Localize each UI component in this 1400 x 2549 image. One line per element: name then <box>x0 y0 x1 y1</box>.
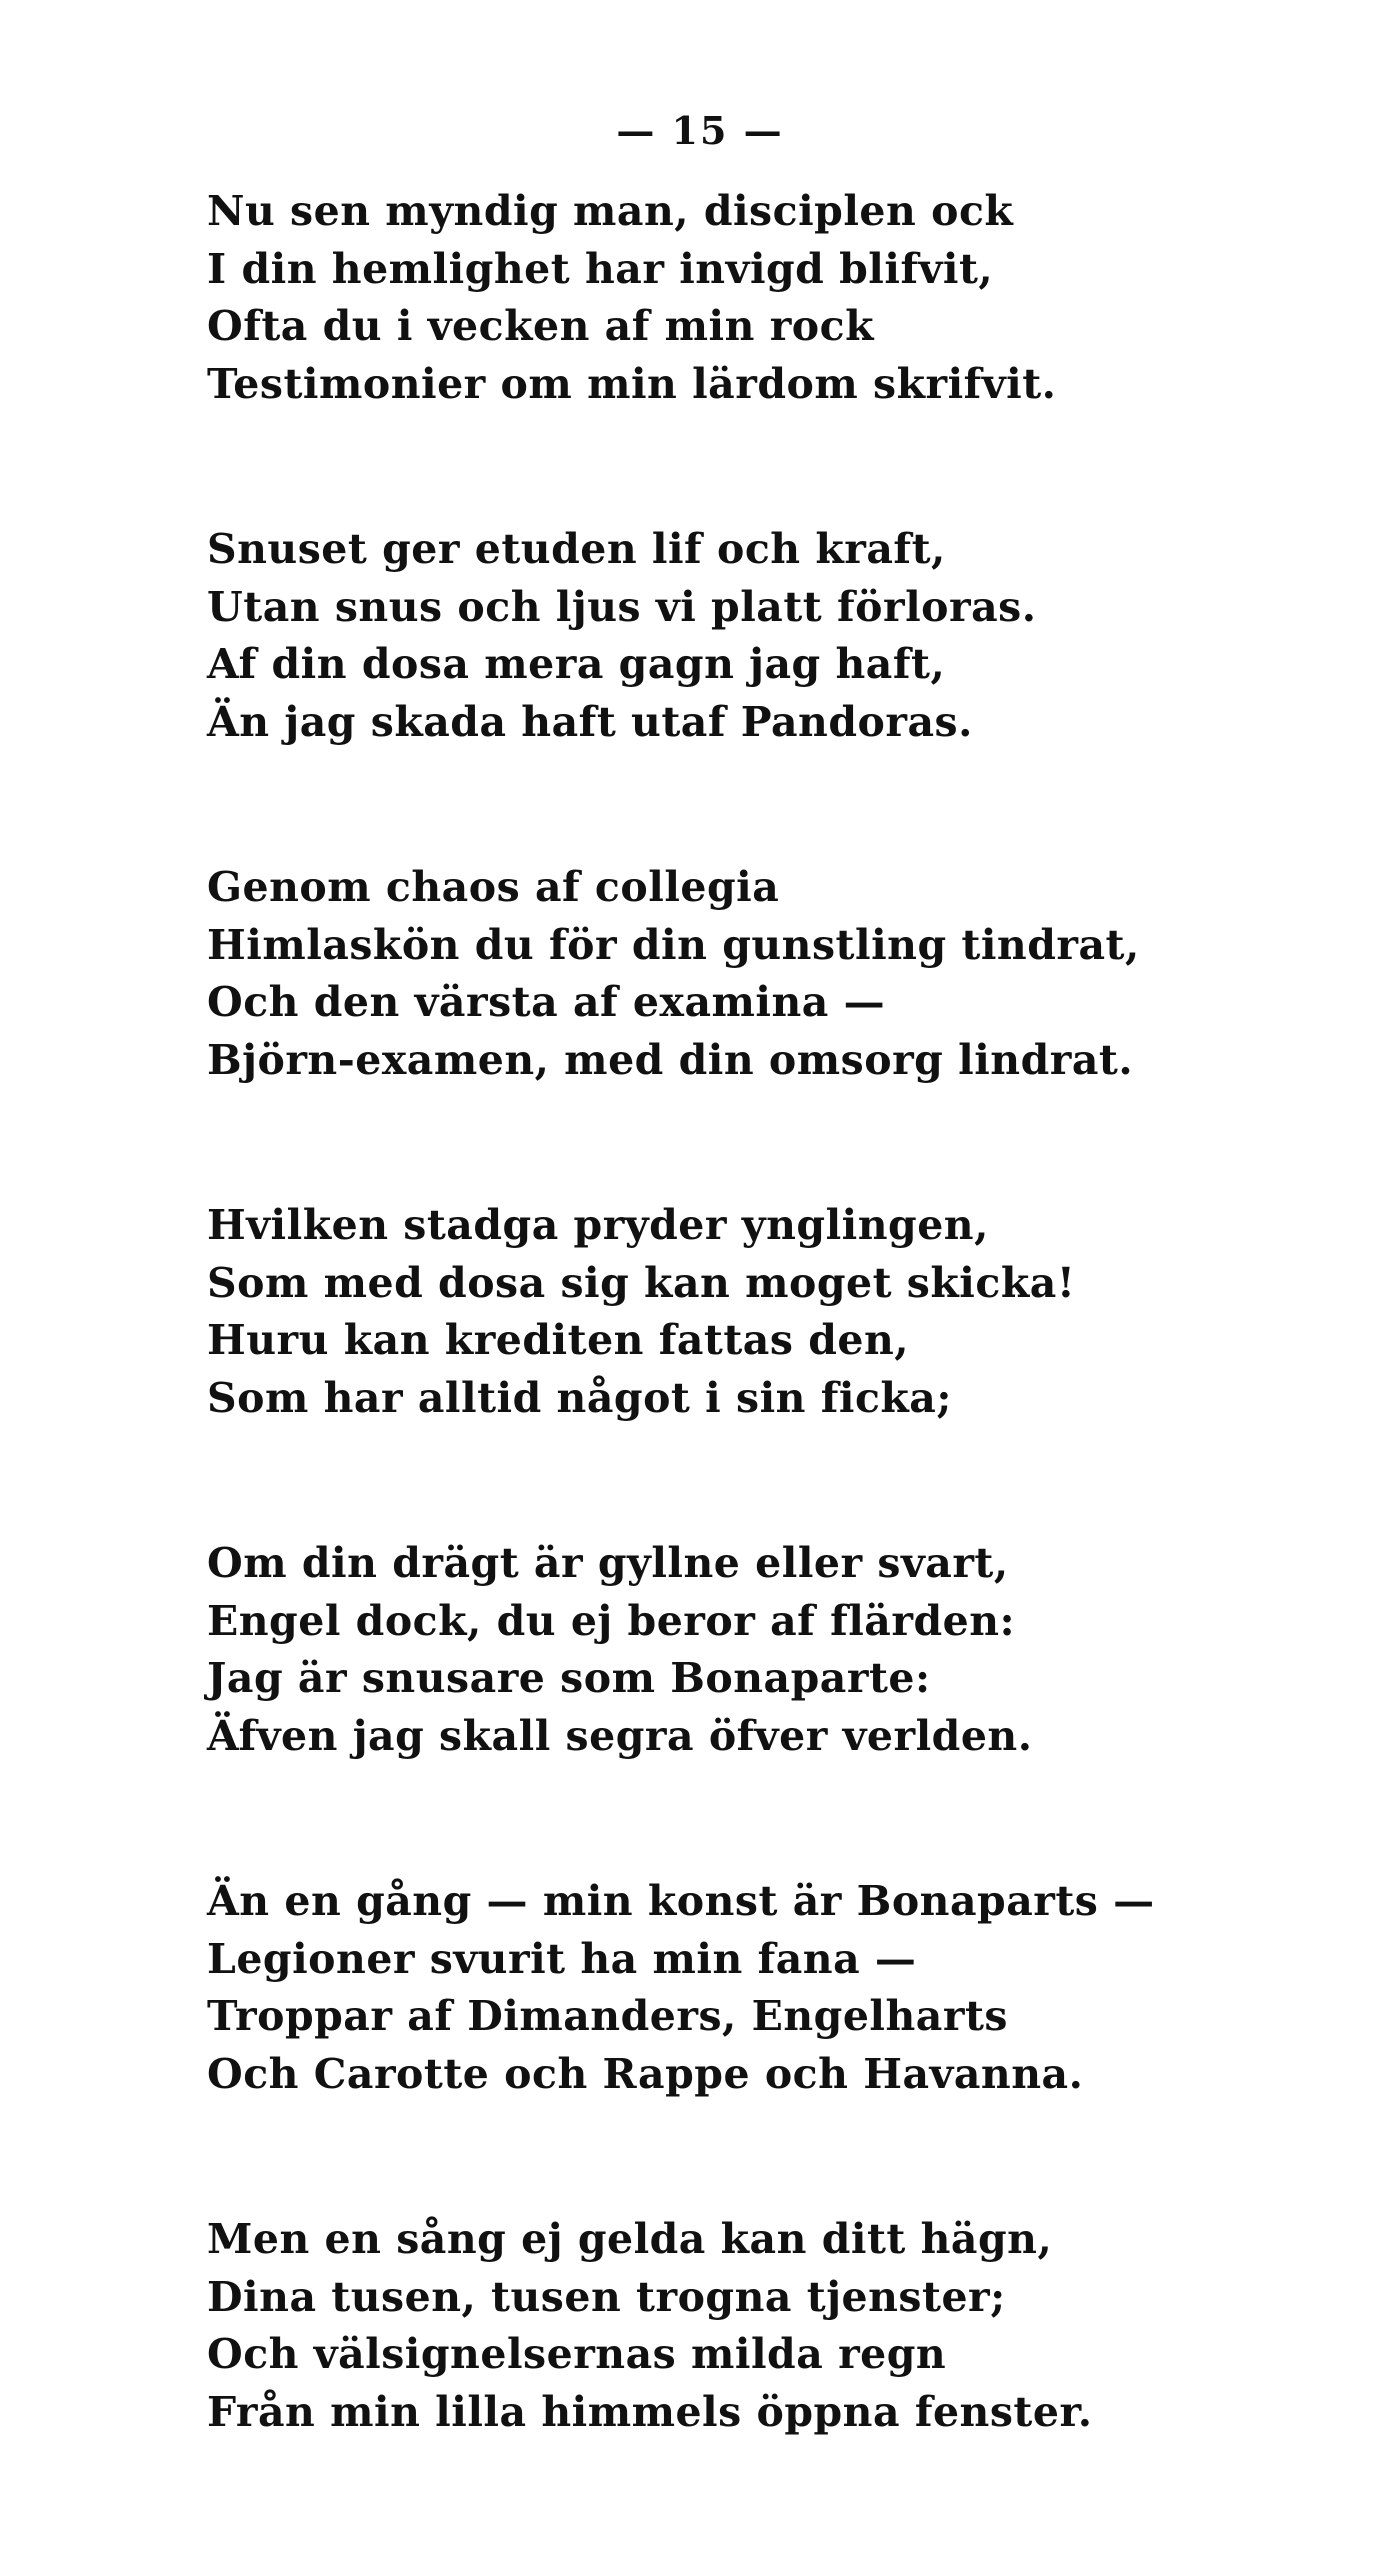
poem-line: Testimonier om min lärdom skrifvit. <box>207 359 1057 408</box>
poem-line: Och välsignelsernas milda regn <box>207 2330 947 2378</box>
poem-line: Från min lilla himmels öppna fenster. <box>207 2387 1093 2436</box>
poem-line: Hvilken stadga pryder ynglingen, <box>207 1201 989 1249</box>
poem-line: Som med dosa sig kan moget skicka! <box>207 1258 1076 1307</box>
poem-line: Utan snus och ljus vi platt förloras. <box>207 582 1037 631</box>
poem-line: Himlaskön du för din gunstling tindrat, <box>207 920 1140 969</box>
poem-line: Dina tusen, tusen trogna tjenster; <box>207 2272 1006 2321</box>
poem-line: Troppar af Dimanders, Engelharts <box>207 1992 1008 2040</box>
poem-line: Och den värsta af examina — <box>207 978 886 1026</box>
poem-line: Än jag skada haft utaf Pandoras. <box>207 697 973 746</box>
poem-line: Snuset ger etuden lif och kraft, <box>207 525 946 573</box>
poem-line: Björn-examen, med din omsorg lindrat. <box>207 1035 1134 1084</box>
poem-line: Af din dosa mera gagn jag haft, <box>207 640 946 688</box>
poem-line: I din hemlighet har invigd blifvit, <box>207 244 994 293</box>
poem-line: Engel dock, du ej beror af flärden: <box>207 1596 1016 1645</box>
stanza-5 <box>207 1535 1327 1765</box>
poem-line: Som har alltid något i sin ficka; <box>207 1373 953 1422</box>
poem-line: Och Carotte och Rappe och Havanna. <box>207 2049 1084 2098</box>
poem-line: Jag är snusare som Bonaparte: <box>207 1654 931 1702</box>
poem-line: Men en sång ej gelda kan ditt hägn, <box>207 2215 1053 2263</box>
poem-line: Huru kan krediten fattas den, <box>207 1316 910 1364</box>
poem-line: Legioner svurit ha min fana — <box>207 1934 917 1983</box>
stanza-6 <box>207 1873 1327 2103</box>
poem-line: Nu sen myndig man, disciplen ock <box>207 187 1014 235</box>
stanza-1 <box>207 183 1327 413</box>
stanza-7 <box>207 2211 1327 2441</box>
poem-line: Äfven jag skall segra öfver verlden. <box>207 1711 1033 1760</box>
poem-line: Genom chaos af collegia <box>207 863 780 911</box>
poem-line: Om din drägt är gyllne eller svart, <box>207 1539 1009 1587</box>
poem-line: Ofta du i vecken af min rock <box>207 302 875 350</box>
page-number: — 15 — <box>616 108 784 153</box>
stanza-4 <box>207 1197 1327 1427</box>
stanza-2 <box>207 521 1327 751</box>
stanza-3 <box>207 859 1327 1089</box>
poem <box>207 183 1327 2549</box>
poem-line: Än en gång — min konst är Bonaparts — <box>207 1877 1155 1925</box>
